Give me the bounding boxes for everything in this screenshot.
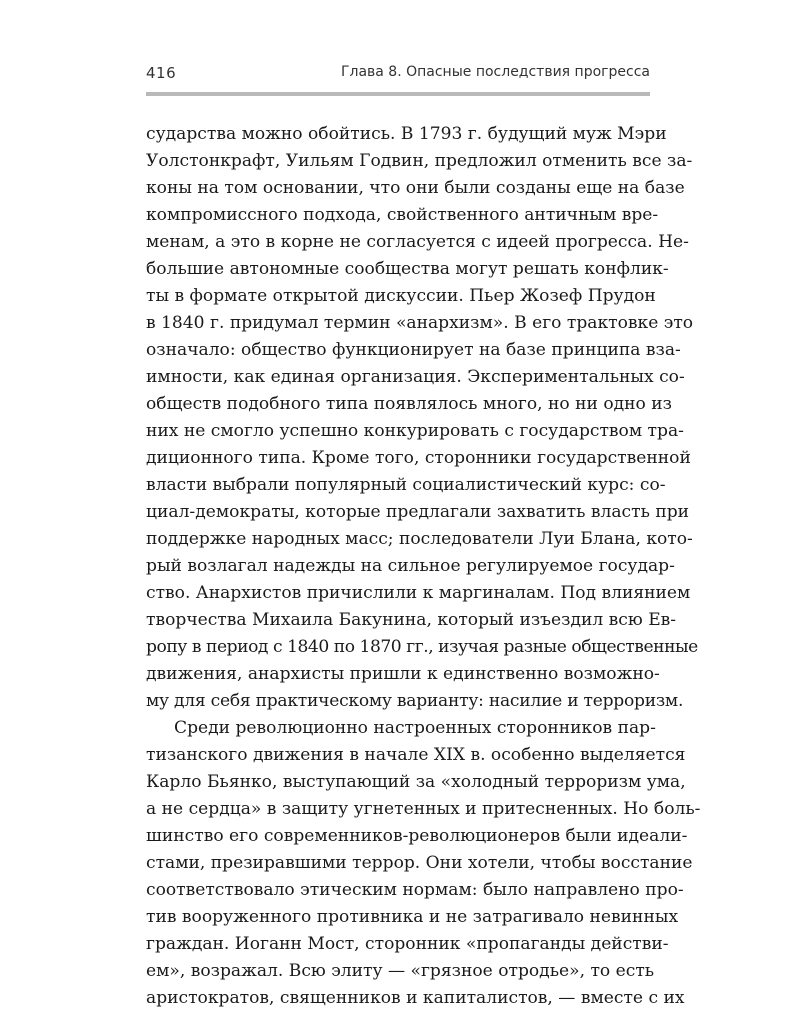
- text-line: шинство его современников-революционеров были идеали-: [146, 826, 688, 846]
- text-line: граждан. Иоганн Мост, сторонник «пропаганды действи-: [146, 934, 669, 954]
- text-line: означало: общество функционирует на базе принципа вза-: [146, 340, 681, 360]
- text-line: Карло Бьянко, выступающий за «холодный терроризм ума,: [146, 772, 686, 792]
- text-line: движения, анархисты пришли к единственно возможно-: [146, 664, 660, 684]
- text-line: творчества Михаила Бакунина, который изъездил всю Ев-: [146, 610, 677, 630]
- running-head: [146, 64, 650, 88]
- text-line: сударства можно обойтись. В 1793 г. будущий муж Мэри: [146, 124, 667, 144]
- text-line: коны на том основании, что они были созданы еще на базе: [146, 178, 685, 198]
- text-line: компромиссного подхода, свойственного античным вре-: [146, 205, 659, 225]
- text-line: му для себя практическому варианту: насилие и терроризм.: [146, 691, 684, 711]
- text-line: ство. Анархистов причислили к маргиналам. Под влиянием: [146, 583, 691, 603]
- text-line: рый возлагал надежды на сильное регулируемое государ-: [146, 556, 675, 576]
- text-line: имности, как единая организация. Экспериментальных со-: [146, 367, 685, 387]
- text-line: аристократов, священников и капиталистов, — вместе с их: [146, 988, 685, 1008]
- paragraph-start-line: Среди революционно настроенных сторонников пар-: [174, 718, 656, 738]
- text-line: большие автономные сообщества могут решать конфлик-: [146, 259, 669, 279]
- text-line: тив вооруженного противника и не затрагивало невинных: [146, 907, 679, 927]
- text-line: в 1840 г. придумал термин «анархизм». В его трактовке это: [146, 313, 694, 333]
- text-line: менам, а это в корне не согласуется с идеей прогресса. Не-: [146, 232, 689, 252]
- text-line: ем», возражал. Всю элиту — «грязное отродье», то есть: [146, 961, 655, 981]
- text-line: Уолстонкрафт, Уильям Годвин, предложил отменить все за-: [146, 151, 693, 171]
- text-line: соответствовало этическим нормам: было направлено про-: [146, 880, 684, 900]
- text-line: обществ подобного типа появлялось много, но ни одно из: [146, 394, 672, 414]
- page-number: 416: [146, 64, 177, 82]
- header-rule: [146, 92, 650, 96]
- text-line: ропу в период с 1840 по 1870 гг., изучая разные общественные: [146, 637, 698, 657]
- body-text: [146, 121, 701, 1012]
- text-line: ты в формате открытой дискуссии. Пьер Жозеф Прудон: [146, 286, 656, 306]
- text-line: диционного типа. Кроме того, сторонники государственной: [146, 448, 691, 468]
- text-line: циал-демократы, которые предлагали захватить власть при: [146, 502, 690, 522]
- text-line: а не сердца» в защиту угнетенных и притесненных. Но боль-: [146, 799, 701, 819]
- text-line: власти выбрали популярный социалистический курс: со-: [146, 475, 666, 495]
- text-line: поддержке народных масс; последователи Луи Блана, кото-: [146, 529, 693, 549]
- text-line: стами, презиравшими террор. Они хотели, чтобы восстание: [146, 853, 693, 873]
- text-line: тизанского движения в начале XIX в. особенно выделяется: [146, 745, 686, 765]
- text-line: них не смогло успешно конкурировать с государством тра-: [146, 421, 684, 441]
- chapter-title: Глава 8. Опасные последствия прогресса: [340, 64, 650, 80]
